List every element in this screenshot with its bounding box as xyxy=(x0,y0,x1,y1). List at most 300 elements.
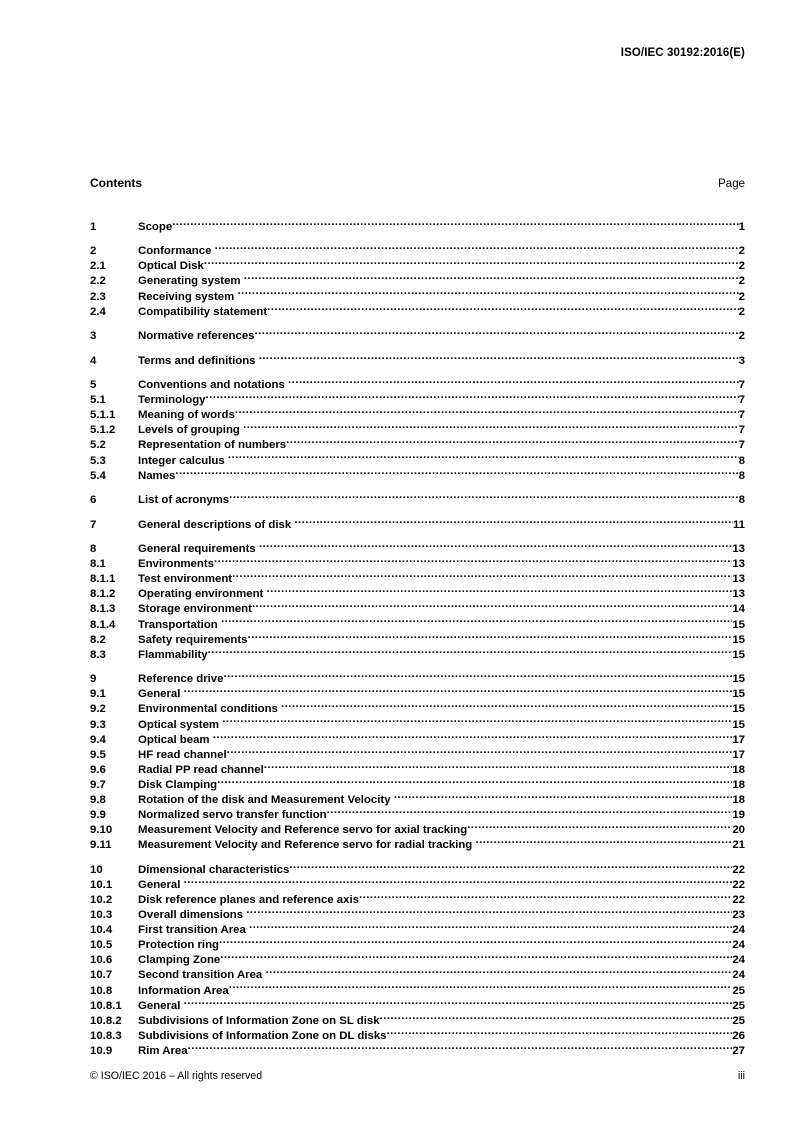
toc-entry-number: 10.8 xyxy=(90,984,113,997)
toc-entry-title: HF read channel xyxy=(138,748,227,761)
toc-entry[interactable] xyxy=(90,907,745,922)
toc-entry[interactable] xyxy=(90,541,745,556)
toc-dot-leader xyxy=(294,516,733,527)
toc-entry-title: Conformance xyxy=(138,245,212,258)
toc-entry-body xyxy=(138,452,739,468)
footer-copyright: © ISO/IEC 2016 – All rights reserved xyxy=(90,1070,263,1082)
toc-entry-title: Disk reference planes and reference axis xyxy=(138,893,359,906)
toc-entry-number: 10.6 xyxy=(90,954,113,967)
toc-entry-number: 8 xyxy=(90,543,97,556)
toc-dot-leader xyxy=(184,997,733,1008)
toc-entry-number: 5 xyxy=(90,379,97,392)
toc-entry-page: 22 xyxy=(732,893,745,906)
toc-entry-body xyxy=(138,422,739,438)
toc-entry-title: Measurement Velocity and Reference servo for radial tracking xyxy=(138,839,473,852)
toc-dot-leader xyxy=(359,892,732,903)
toc-dot-leader xyxy=(175,467,738,478)
toc-entry-number: 2.1 xyxy=(90,260,106,273)
toc-dot-leader xyxy=(288,377,739,388)
toc-entry-page: 13 xyxy=(732,558,745,571)
toc-entry-page: 17 xyxy=(732,748,745,761)
toc-entry-body xyxy=(138,377,739,393)
toc-entry-page: 22 xyxy=(732,878,745,891)
toc-entry-page: 2 xyxy=(738,330,745,343)
toc-entry-title: List of acronyms xyxy=(138,494,230,507)
toc-entry-page: 8 xyxy=(738,454,745,467)
toc-entry[interactable] xyxy=(90,467,745,482)
toc-entry-body xyxy=(138,861,732,877)
toc-entry[interactable] xyxy=(90,377,745,392)
toc-entry-number: 2.3 xyxy=(90,290,106,303)
toc-entry-number: 10.7 xyxy=(90,969,113,982)
toc-dot-leader xyxy=(229,492,739,503)
toc-dot-leader xyxy=(188,1043,733,1054)
toc-dot-leader xyxy=(206,392,739,403)
toc-entry-page: 23 xyxy=(732,909,745,922)
toc-entry[interactable] xyxy=(90,556,745,571)
toc-dot-leader xyxy=(229,982,733,993)
toc-entry-number: 5.4 xyxy=(90,469,106,482)
toc-entry[interactable] xyxy=(90,407,745,422)
toc-entry-title: Optical Disk xyxy=(138,260,204,273)
toc-entry-number: 9.1 xyxy=(90,688,106,701)
toc-entry-number: 10.5 xyxy=(90,939,113,952)
toc-entry[interactable] xyxy=(90,303,745,318)
toc-entry-page: 11 xyxy=(732,518,745,531)
toc-dot-leader xyxy=(267,303,739,314)
toc-entry-title: Overall dimensions xyxy=(138,909,244,922)
toc-dot-leader xyxy=(281,701,732,712)
toc-entry-page: 2 xyxy=(738,275,745,288)
toc-entry-number: 10.2 xyxy=(90,893,113,906)
toc-entry-body xyxy=(138,671,732,687)
toc-dot-leader xyxy=(214,556,732,567)
toc-entry-page: 24 xyxy=(732,939,745,952)
contents-title: Contents xyxy=(90,176,142,190)
toc-entry-number: 8.2 xyxy=(90,633,106,646)
toc-entry-body xyxy=(138,716,732,732)
toc-entry-number: 8.1.3 xyxy=(90,603,116,616)
toc-entry-title: Optical beam xyxy=(138,733,210,746)
toc-entry-title: Normative references xyxy=(138,330,255,343)
toc-entry-body xyxy=(138,571,732,587)
toc-entry-body xyxy=(138,328,739,344)
toc-entry-title: Clamping Zone xyxy=(138,954,221,967)
toc-entry-page: 19 xyxy=(732,809,745,822)
toc-entry-body xyxy=(138,876,732,892)
toc-entry-page: 14 xyxy=(732,603,745,616)
toc-dot-leader xyxy=(380,1012,733,1023)
toc-entry-number: 5.2 xyxy=(90,439,106,452)
toc-entry-title: Information Area xyxy=(138,984,229,997)
toc-entry-title: Storage environment xyxy=(138,603,252,616)
toc-entry[interactable] xyxy=(90,731,745,746)
toc-entry-number: 5.1.2 xyxy=(90,424,116,437)
toc-entry-body xyxy=(138,937,732,953)
toc-entry-body xyxy=(138,243,739,259)
toc-entry-body xyxy=(138,616,732,632)
toc-entry-title: General requirements xyxy=(138,543,256,556)
toc-entry[interactable] xyxy=(90,822,745,837)
toc-entry-page: 18 xyxy=(732,763,745,776)
toc-entry-body xyxy=(138,516,733,532)
toc-entry-page: 25 xyxy=(732,999,745,1012)
toc-entry[interactable] xyxy=(90,952,745,967)
toc-entry-page: 2 xyxy=(738,290,745,303)
toc-dot-leader xyxy=(252,601,732,612)
toc-entry-number: 10.8.2 xyxy=(90,1014,122,1027)
toc-entry-page: 15 xyxy=(732,618,745,631)
toc-dot-leader xyxy=(248,631,733,642)
toc-entry-body xyxy=(138,731,732,747)
toc-entry-number: 1 xyxy=(90,220,97,233)
toc-entry-title: Environmental conditions xyxy=(138,703,278,716)
toc-entry-number: 3 xyxy=(90,330,97,343)
toc-entry[interactable] xyxy=(90,922,745,937)
toc-entry-body xyxy=(138,492,739,508)
toc-entry-body xyxy=(138,822,732,838)
toc-entry-page: 17 xyxy=(732,733,745,746)
toc-entry[interactable] xyxy=(90,616,745,631)
toc-dot-leader xyxy=(219,937,732,948)
toc-entry-body xyxy=(138,586,732,602)
toc-entry-page: 20 xyxy=(732,824,745,837)
toc-entry-body xyxy=(138,907,732,923)
toc-entry-title: General xyxy=(138,878,181,891)
toc-dot-leader xyxy=(259,352,739,363)
toc-entry-page: 2 xyxy=(738,245,745,258)
toc-entry-title: Transportation xyxy=(138,618,218,631)
toc-entry[interactable] xyxy=(90,352,745,367)
toc-entry[interactable] xyxy=(90,997,745,1012)
toc-entry-title: Levels of grouping xyxy=(138,424,240,437)
toc-dot-leader xyxy=(387,1027,733,1038)
toc-entry-page: 15 xyxy=(732,688,745,701)
toc-entry-title: Subdivisions of Information Zone on SL disk xyxy=(138,1014,380,1027)
toc-entry[interactable] xyxy=(90,837,745,852)
toc-entry-body xyxy=(138,1027,732,1043)
toc-entry-page: 15 xyxy=(732,718,745,731)
toc-entry-title: Representation of numbers xyxy=(138,439,287,452)
toc-entry-title: Optical system xyxy=(138,718,220,731)
toc-entry-page: 2 xyxy=(738,260,745,273)
toc-dot-leader xyxy=(246,907,732,918)
toc-entry-body xyxy=(138,807,732,823)
toc-dot-leader xyxy=(235,407,739,418)
toc-entry-body xyxy=(138,392,739,408)
toc-entry[interactable] xyxy=(90,452,745,467)
toc-entry-number: 8.1.4 xyxy=(90,618,116,631)
toc-entry-title: Flammability xyxy=(138,648,208,661)
toc-entry-title: Generating system xyxy=(138,275,241,288)
toc-entry-page: 7 xyxy=(738,394,745,407)
toc-entry-page: 2 xyxy=(738,305,745,318)
toc-entry-body xyxy=(138,701,732,717)
toc-dot-leader xyxy=(223,671,732,682)
page-column-label: Page xyxy=(718,178,745,190)
toc-entry-body xyxy=(138,922,732,938)
toc-entry[interactable] xyxy=(90,422,745,437)
toc-entry-page: 15 xyxy=(732,703,745,716)
toc-entry-page: 8 xyxy=(738,494,745,507)
toc-entry-title: Subdivisions of Information Zone on DL disks xyxy=(138,1029,387,1042)
toc-entry-body xyxy=(138,352,739,368)
toc-entry-body xyxy=(138,1043,732,1059)
toc-entry-body xyxy=(138,952,732,968)
toc-entry-number: 9.11 xyxy=(90,839,112,852)
toc-entry-page: 7 xyxy=(738,409,745,422)
toc-dot-leader xyxy=(221,616,732,627)
toc-entry-title: Measurement Velocity and Reference servo for axial tracking xyxy=(138,824,468,837)
toc-entry-number: 5.1.1 xyxy=(90,409,116,422)
toc-entry[interactable] xyxy=(90,516,745,531)
toc-entry-number: 9.6 xyxy=(90,763,106,776)
toc-entry-body xyxy=(138,777,732,793)
toc-entry-title: Environments xyxy=(138,558,214,571)
document-header-standard-ref: ISO/IEC 30192:2016(E) xyxy=(620,47,745,59)
toc-entry-number: 9.7 xyxy=(90,778,106,791)
toc-entry-title: Scope xyxy=(138,220,173,233)
toc-entry-title: Terminology xyxy=(138,394,206,407)
toc-entry[interactable] xyxy=(90,967,745,982)
toc-entry-body xyxy=(138,982,732,998)
toc-entry[interactable] xyxy=(90,646,745,661)
toc-entry-number: 8.1.1 xyxy=(90,573,116,586)
toc-entry-body xyxy=(138,1012,732,1028)
toc-entry-number: 10.8.3 xyxy=(90,1029,122,1042)
toc-entry-page: 26 xyxy=(732,1029,745,1042)
toc-entry-title: Second transition Area xyxy=(138,969,263,982)
toc-entry-title: Compatibility statement xyxy=(138,305,268,318)
toc-entry-title: Test environment xyxy=(138,573,233,586)
toc-entry-title: Safety requirements xyxy=(138,633,248,646)
toc-entry-title: Operating environment xyxy=(138,588,264,601)
toc-entry-number: 10.3 xyxy=(90,909,113,922)
toc-entry-title: Normalized servo transfer function xyxy=(138,809,327,822)
toc-dot-leader xyxy=(213,731,733,742)
toc-dot-leader xyxy=(208,646,733,657)
toc-entry-page: 27 xyxy=(732,1044,745,1057)
toc-entry[interactable] xyxy=(90,273,745,288)
toc-dot-leader xyxy=(243,422,739,433)
toc-entry-page: 21 xyxy=(732,839,745,852)
toc-entry-page: 18 xyxy=(732,794,745,806)
toc-entry[interactable] xyxy=(90,892,745,907)
toc-entry-title: Rotation of the disk and Measurement Velocity xyxy=(138,794,391,806)
toc-dot-leader xyxy=(184,876,733,887)
toc-entry-number: 9 xyxy=(90,673,97,686)
toc-dot-leader xyxy=(394,792,733,803)
toc-entry-page: 18 xyxy=(732,778,745,791)
toc-entry-page: 15 xyxy=(732,633,745,646)
toc-entry-number: 5.1 xyxy=(90,394,106,407)
toc-entry-title: First transition Area xyxy=(138,924,246,937)
toc-dot-leader xyxy=(267,586,733,597)
toc-entry-number: 6 xyxy=(90,494,97,507)
toc-dot-leader xyxy=(327,807,733,818)
toc-dot-leader xyxy=(264,761,733,772)
contents-header xyxy=(90,176,745,190)
toc-entry[interactable] xyxy=(90,392,745,407)
toc-entry[interactable] xyxy=(90,982,745,997)
toc-entry[interactable] xyxy=(90,1043,745,1058)
toc-entry-body xyxy=(138,631,732,647)
toc-entry-body xyxy=(138,273,739,289)
toc-entry[interactable] xyxy=(90,701,745,716)
toc-entry-body xyxy=(138,437,739,453)
toc-entry-title: Conventions and notations xyxy=(138,379,285,392)
toc-entry-page: 24 xyxy=(732,954,745,967)
toc-dot-leader xyxy=(232,571,732,582)
toc-entry-number: 8.1 xyxy=(90,558,106,571)
toc-entry-page: 7 xyxy=(738,424,745,437)
toc-entry-page: 13 xyxy=(732,543,745,556)
toc-entry[interactable] xyxy=(90,586,745,601)
toc-entry-body xyxy=(138,218,739,234)
toc-entry[interactable] xyxy=(90,861,745,876)
toc-entry-body xyxy=(138,467,739,483)
toc-dot-leader xyxy=(259,541,732,552)
toc-entry-body xyxy=(138,837,732,853)
toc-entry-title: Names xyxy=(138,469,176,482)
toc-entry[interactable] xyxy=(90,746,745,761)
toc-dot-leader xyxy=(222,716,732,727)
toc-entry-number: 10.8.1 xyxy=(90,999,122,1012)
toc-entry[interactable] xyxy=(90,1027,745,1042)
toc-entry-body xyxy=(138,686,732,702)
toc-entry-title: Disk Clamping xyxy=(138,778,218,791)
toc-entry[interactable] xyxy=(90,761,745,776)
toc-entry-page: 22 xyxy=(732,863,745,876)
toc-dot-leader xyxy=(244,273,739,284)
toc-entry-page: 24 xyxy=(732,924,745,937)
toc-entry[interactable] xyxy=(90,492,745,507)
toc-entry-body xyxy=(138,892,732,908)
toc-entry-number: 4 xyxy=(90,354,97,367)
toc-entry-page: 7 xyxy=(738,379,745,392)
toc-entry-body xyxy=(138,303,739,319)
toc-entry[interactable] xyxy=(90,876,745,891)
toc-entry[interactable] xyxy=(90,1012,745,1027)
toc-entry[interactable] xyxy=(90,631,745,646)
toc-entry-body xyxy=(138,541,732,557)
toc-entry-title: Rim Area xyxy=(138,1044,188,1057)
toc-entry[interactable] xyxy=(90,218,745,233)
toc-entry-page: 24 xyxy=(732,969,745,982)
toc-dot-leader xyxy=(289,861,732,872)
toc-dot-leader xyxy=(228,452,739,463)
toc-entry-number: 9.5 xyxy=(90,748,106,761)
toc-dot-leader xyxy=(286,437,739,448)
toc-entry-page: 25 xyxy=(732,1014,745,1027)
toc-entry-title: Integer calculus xyxy=(138,454,225,467)
toc-dot-leader xyxy=(172,218,738,229)
toc-entry-title: General descriptions of disk xyxy=(138,518,292,531)
toc-entry-title: Terms and definitions xyxy=(138,354,256,367)
toc-entry[interactable] xyxy=(90,716,745,731)
toc-entry[interactable] xyxy=(90,437,745,452)
toc-entry-body xyxy=(138,407,739,423)
toc-entry[interactable] xyxy=(90,571,745,586)
toc-dot-leader xyxy=(249,922,732,933)
toc-entry-number: 10 xyxy=(90,863,103,876)
toc-entry-page: 13 xyxy=(732,573,745,586)
toc-entry-body xyxy=(138,792,732,808)
toc-entry[interactable] xyxy=(90,686,745,701)
toc-entry-number: 9.3 xyxy=(90,718,106,731)
toc-dot-leader xyxy=(255,328,739,339)
toc-entry-title: Reference drive xyxy=(138,673,224,686)
toc-entry-body xyxy=(138,556,732,572)
toc-entry-number: 2 xyxy=(90,245,97,258)
document-footer xyxy=(90,1070,745,1082)
footer-page-number: iii xyxy=(737,1070,745,1082)
toc-entry[interactable] xyxy=(90,288,745,303)
toc-dot-leader xyxy=(265,967,732,978)
toc-entry-page: 15 xyxy=(732,673,745,686)
toc-entry-page: 7 xyxy=(738,439,745,452)
toc-entry-title: Protection ring xyxy=(138,939,220,952)
toc-entry-number: 2.2 xyxy=(90,275,106,288)
toc-dot-leader xyxy=(217,777,732,788)
toc-dot-leader xyxy=(204,258,739,269)
toc-entry-number: 10.1 xyxy=(90,878,113,891)
toc-entry-body xyxy=(138,646,732,662)
toc-entry-title: Meaning of words xyxy=(138,409,235,422)
toc-entry-title: General xyxy=(138,999,181,1012)
toc-entry-number: 9.2 xyxy=(90,703,106,716)
toc-entry-title: Receiving system xyxy=(138,290,235,303)
toc-entry-title: Dimensional characteristics xyxy=(138,863,290,876)
toc-entry-page: 15 xyxy=(732,648,745,661)
toc-entry-body xyxy=(138,967,732,983)
toc-dot-leader xyxy=(215,243,739,254)
toc-entry-body xyxy=(138,288,739,304)
toc-entry-title: General xyxy=(138,688,181,701)
toc-entry[interactable] xyxy=(90,807,745,822)
toc-entry-body xyxy=(138,258,739,274)
toc-entry-number: 7 xyxy=(90,518,97,531)
toc-dot-leader xyxy=(467,822,732,833)
table-of-contents xyxy=(90,209,745,1058)
toc-entry-number: 5.3 xyxy=(90,454,106,467)
toc-dot-leader xyxy=(237,288,738,299)
toc-entry[interactable] xyxy=(90,777,745,792)
toc-entry-number: 9.9 xyxy=(90,809,106,822)
toc-entry[interactable] xyxy=(90,328,745,343)
toc-entry-body xyxy=(138,761,732,777)
toc-dot-leader xyxy=(184,686,733,697)
toc-entry[interactable] xyxy=(90,243,745,258)
toc-entry[interactable] xyxy=(90,937,745,952)
toc-entry-page: 25 xyxy=(732,984,745,997)
toc-entry-number: 9.8 xyxy=(90,794,106,806)
toc-entry-number: 9.4 xyxy=(90,733,106,746)
toc-dot-leader xyxy=(220,952,732,963)
toc-entry[interactable] xyxy=(90,671,745,686)
toc-entry-number: 10.4 xyxy=(90,924,113,937)
toc-entry-number: 2.4 xyxy=(90,305,106,318)
toc-entry-body xyxy=(138,997,732,1013)
toc-entry-number: 8.3 xyxy=(90,648,106,661)
toc-entry-page: 8 xyxy=(738,469,745,482)
toc-entry[interactable] xyxy=(90,601,745,616)
toc-entry-page: 13 xyxy=(732,588,745,601)
toc-entry-page: 3 xyxy=(738,354,745,367)
toc-entry[interactable] xyxy=(90,258,745,273)
toc-entry-body xyxy=(138,601,732,617)
toc-entry[interactable] xyxy=(90,792,745,807)
